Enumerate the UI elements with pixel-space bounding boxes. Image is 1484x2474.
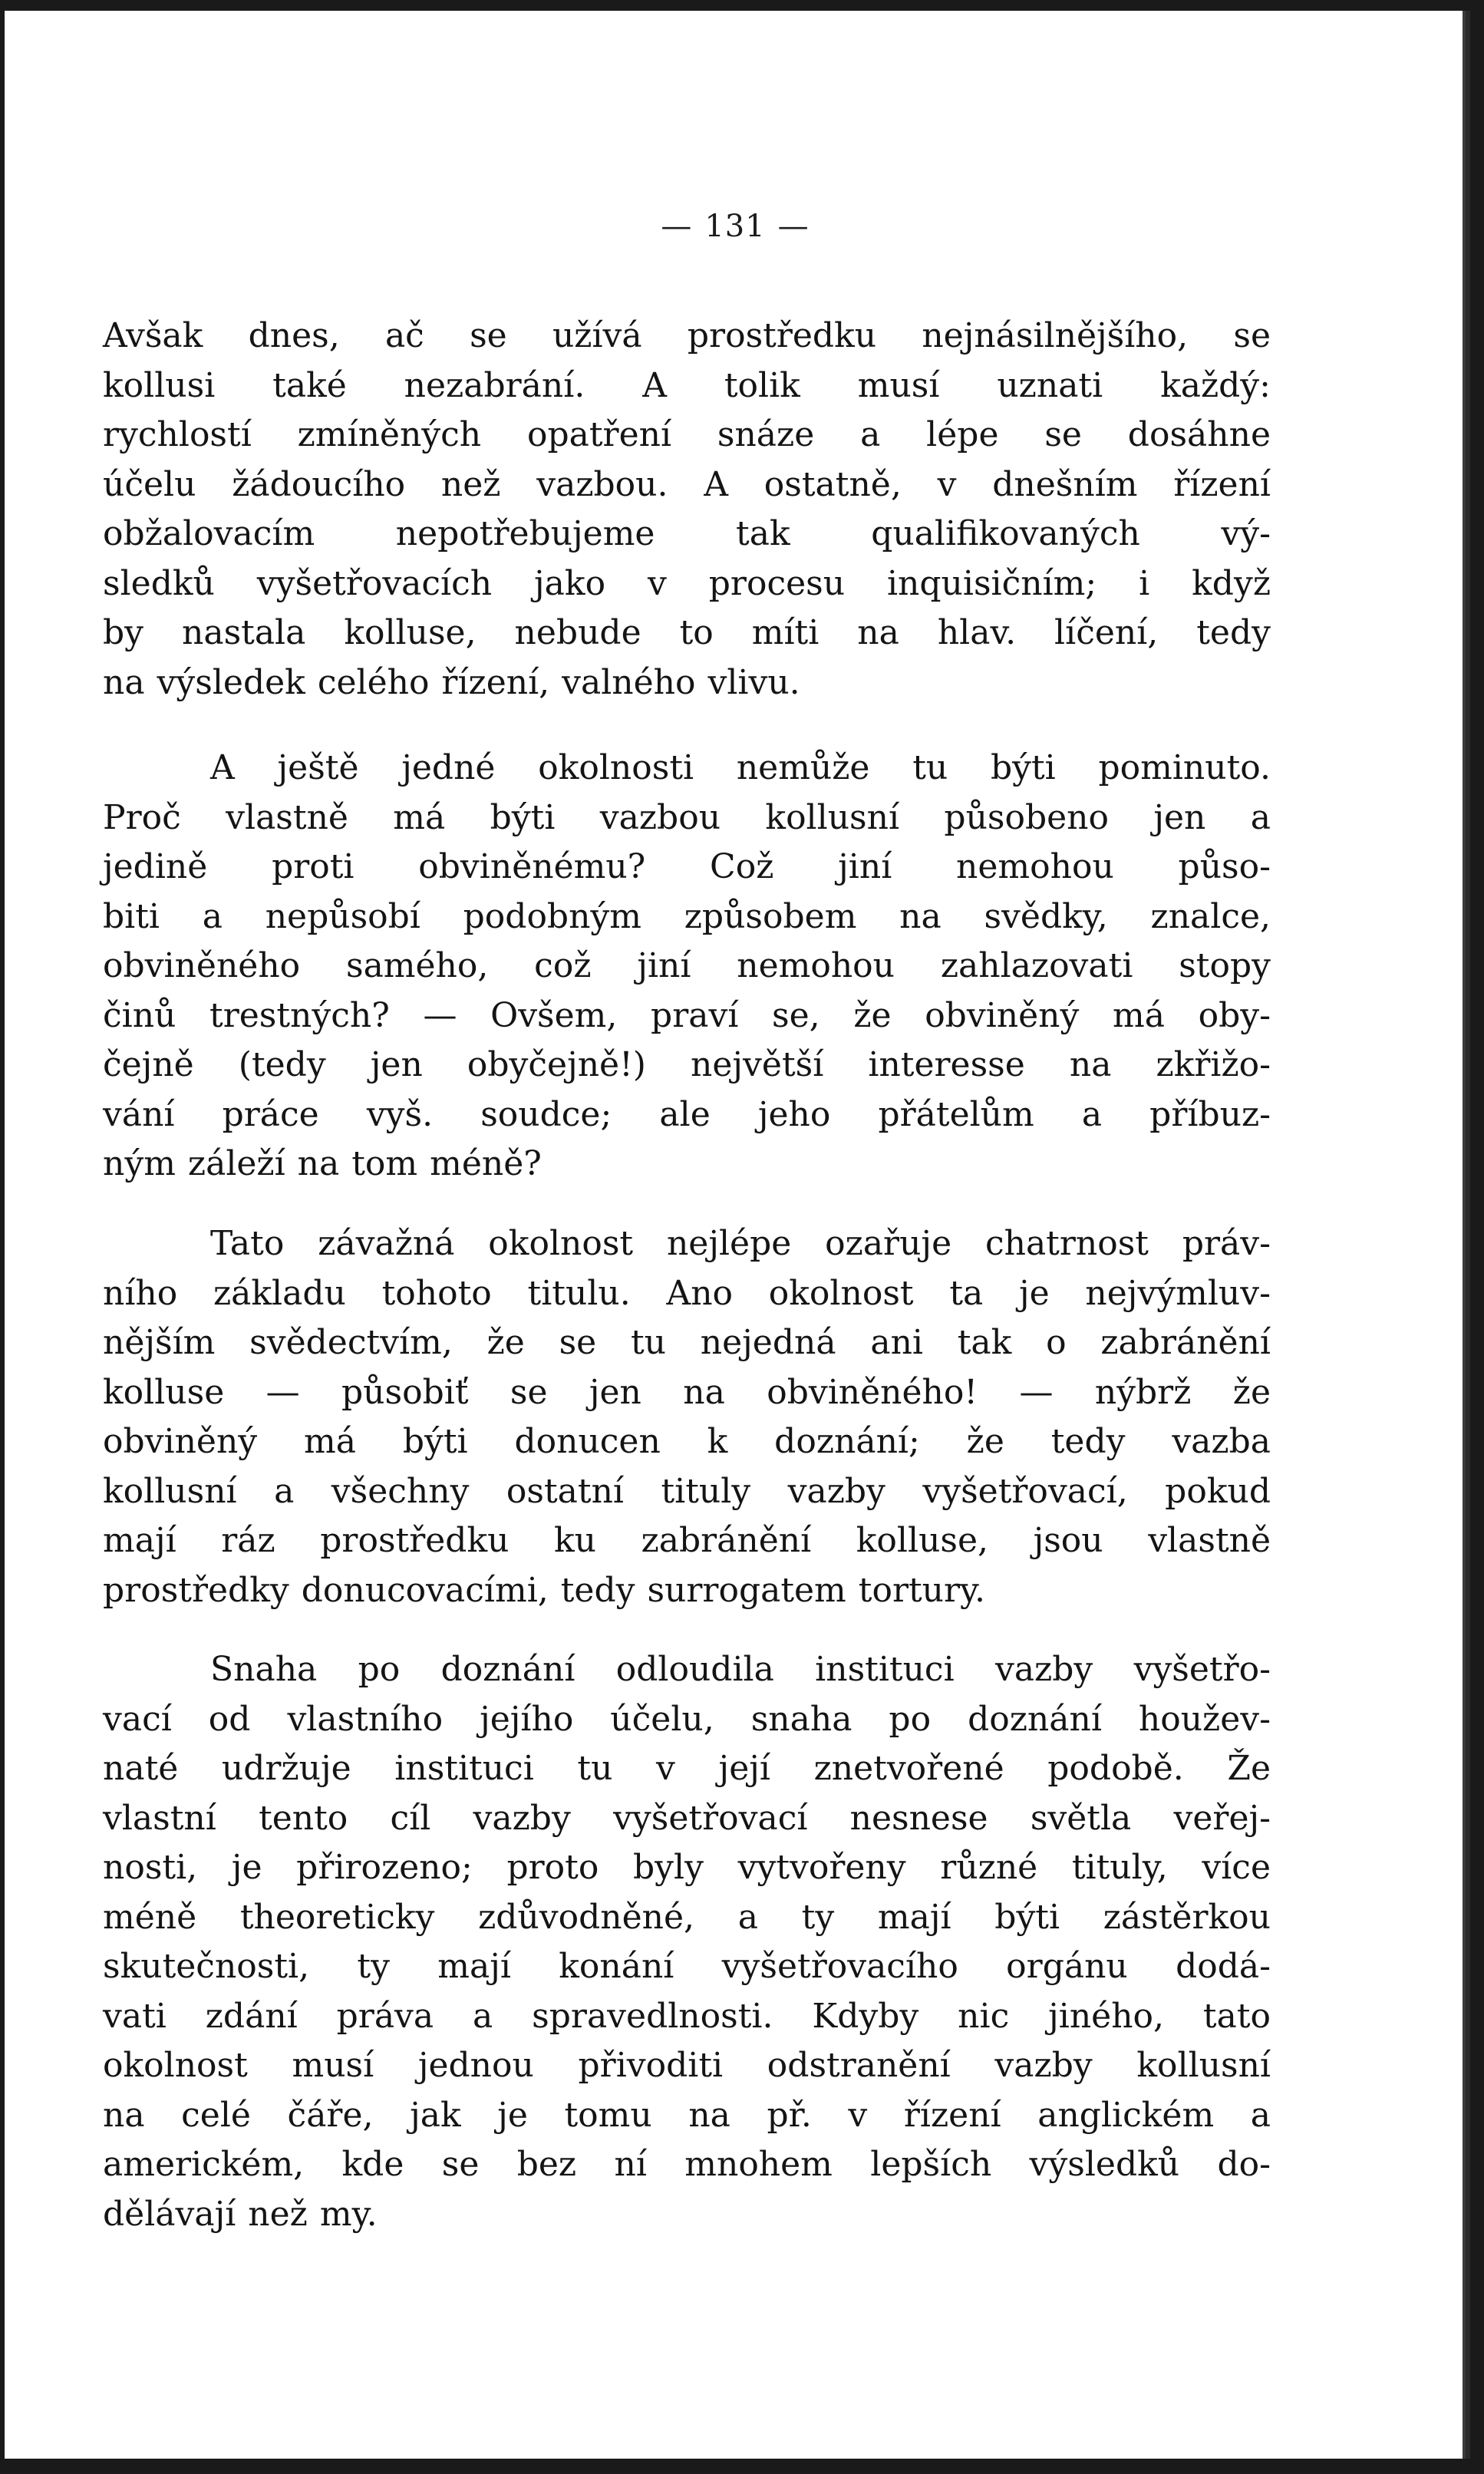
text-line: čejně (tedy jen obyčejně!) největší interesse na zkřižo- <box>103 1045 1271 1084</box>
text-line: mají ráz prostředku ku zabránění kolluse, jsou vlastně <box>103 1521 1271 1560</box>
text-line: na celé čáře, jak je tomu na př. v řízení anglickém a <box>103 2095 1271 2135</box>
text-line: A ještě jedné okolnosti nemůže tu býti pominuto. <box>210 748 1271 787</box>
text-line: ního základu tohoto titulu. Ano okolnost ta je nejvýmluv- <box>103 1273 1271 1313</box>
text-line: Avšak dnes, ač se užívá prostředku nejnásilnějšího, se <box>103 316 1271 355</box>
text-line: vání práce vyš. soudce; ale jeho přátelům a příbuz- <box>103 1094 1271 1134</box>
text-line: účelu žádoucího než vazbou. A ostatně, v dnešním řízení <box>103 464 1271 504</box>
text-line: nosti, je přirozeno; proto byly vytvořeny různé tituly, více <box>103 1848 1271 1887</box>
text-line: Proč vlastně má býti vazbou kollusní působeno jen a <box>103 797 1271 837</box>
text-line: biti a nepůsobí podobným způsobem na svědky, znalce, <box>103 896 1271 936</box>
text-line: americkém, kde se bez ní mnohem lepších výsledků do- <box>103 2145 1271 2184</box>
paragraph-3 <box>103 1219 1271 1615</box>
paragraph-4 <box>103 1645 1271 2239</box>
text-line: skutečnosti, ty mají konání vyšetřovacího orgánu dodá- <box>103 1947 1271 1986</box>
text-line: kolluse — působiť se jen na obviněného! — nýbrž že <box>103 1372 1271 1412</box>
text-line: ným záleží na tom méně? <box>103 1144 542 1183</box>
page-number-value: 131 <box>704 209 766 244</box>
text-line: rychlostí zmíněných opatření snáze a lépe se dosáhne <box>103 415 1271 454</box>
text-line: Tato závažná okolnost nejlépe ozařuje chatrnost práv- <box>210 1224 1271 1263</box>
text-line: sledků vyšetřovacích jako v procesu inquisičním; i když <box>103 563 1271 603</box>
text-line: obviněný má býti donucen k doznání; že tedy vazba <box>103 1422 1271 1461</box>
page-edge-shadow <box>1463 11 1466 2459</box>
text-line: Snaha po doznání odloudila instituci vazby vyšetřo- <box>210 1650 1271 1689</box>
text-line: méně theoreticky zdůvodněné, a ty mají býti zástěrkou <box>103 1897 1271 1937</box>
text-line: jedině proti obviněnému? Což jiní nemohou půso- <box>103 847 1271 886</box>
text-line: dělávají než my. <box>103 2194 378 2234</box>
page-number <box>5 209 1466 244</box>
text-line: obžalovacím nepotřebujeme tak qualifikovaných vý- <box>103 514 1271 553</box>
text-line: by nastala kolluse, nebude to míti na hlav. líčení, tedy <box>103 613 1271 652</box>
text-line: činů trestných? — Ovšem, praví se, že obviněný má oby- <box>103 995 1271 1035</box>
book-page <box>5 11 1470 2459</box>
text-line: vací od vlastního jejího účelu, snaha po doznání houžev- <box>103 1699 1271 1739</box>
text-line: obviněného samého, což jiní nemohou zahlazovati stopy <box>103 946 1271 985</box>
page-number-dash-left: — <box>661 209 693 244</box>
text-line: naté udržuje instituci tu v její znetvořené podobě. Že <box>103 1749 1271 1788</box>
text-line: vlastní tento cíl vazby vyšetřovací nesnese světla veřej- <box>103 1798 1271 1838</box>
text-line: prostředky donucovacími, tedy surrogatem tortury. <box>103 1570 986 1610</box>
text-line: vati zdání práva a spravedlnosti. Kdyby nic jiného, tato <box>103 1996 1271 2036</box>
text-line: na výsledek celého řízení, valného vlivu. <box>103 662 800 702</box>
text-line: kollusi také nezabrání. A tolik musí uznati každý: <box>103 365 1271 405</box>
paragraph-2 <box>103 744 1271 1189</box>
text-line: nějším svědectvím, že se tu nejedná ani tak o zabránění <box>103 1323 1271 1362</box>
text-line: okolnost musí jednou přivoditi odstranění vazby kollusní <box>103 2046 1271 2085</box>
paragraph-1 <box>103 312 1271 708</box>
page-number-dash-right: — <box>777 209 810 244</box>
text-line: kollusní a všechny ostatní tituly vazby vyšetřovací, pokud <box>103 1471 1271 1511</box>
